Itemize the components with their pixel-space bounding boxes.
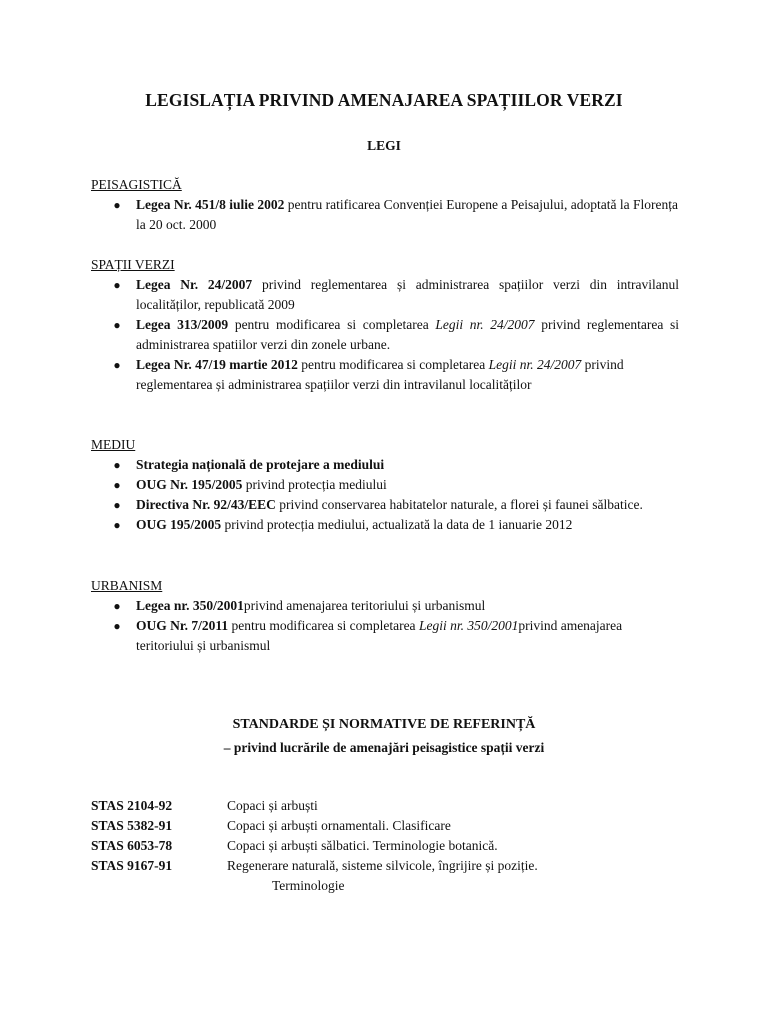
- law-name: Legea nr. 350/2001: [136, 598, 244, 613]
- law-description: privind amenajarea teritoriului și urbanismul: [136, 618, 623, 653]
- law-description: privind reglementarea și administrarea spațiilor verzi din intravilanul localităților: [136, 357, 624, 392]
- law-reference: Legii nr. 350/2001: [418, 618, 519, 633]
- law-name: OUG Nr. 195/2005: [136, 477, 243, 492]
- table-row: [91, 816, 681, 836]
- standards-title: STANDARDE ȘI NORMATIVE DE REFERINȚĂ: [232, 717, 536, 732]
- law-description: privind reglementarea și administrarea spațiilor verzi din intravilanul localităților, republicată 2009: [136, 277, 679, 312]
- bullet-icon: ●: [113, 478, 121, 492]
- law-description: privind protecția mediului: [242, 477, 387, 492]
- bullet-icon: ●: [113, 358, 121, 372]
- stas-continuation: Terminologie: [272, 878, 345, 893]
- table-row: [91, 796, 681, 816]
- stas-code: STAS 5382-91: [91, 818, 173, 833]
- bullet-icon: ●: [113, 518, 121, 532]
- list-item: [91, 315, 679, 355]
- list-item: [91, 475, 679, 495]
- list-item: [91, 455, 679, 475]
- section-mediu: [91, 435, 679, 535]
- bullet-icon: ●: [113, 498, 121, 512]
- law-description: privind reglementarea si administrarea spatiilor verzi din zonele urbane.: [136, 317, 679, 352]
- law-description: privind amenajarea teritoriului și urbanismul: [243, 598, 486, 613]
- law-description: pentru modificarea si completarea: [297, 357, 489, 372]
- table-row: [91, 836, 681, 856]
- bullet-icon: ●: [113, 278, 121, 292]
- law-description: pentru modificarea si completarea: [228, 317, 436, 332]
- stas-code: STAS 6053-78: [91, 838, 173, 853]
- section-peisagistica: [91, 175, 679, 235]
- section-heading: MEDIU: [91, 437, 136, 452]
- list-item: [91, 616, 679, 656]
- law-description: pentru modificarea si completarea: [228, 618, 419, 633]
- law-name: Legea Nr. 47/19 martie 2012: [136, 357, 298, 372]
- list-item: [91, 275, 679, 315]
- section-heading: PEISAGISTICĂ: [91, 177, 182, 192]
- law-reference: Legii nr. 24/2007: [435, 317, 535, 332]
- bullet-icon: ●: [113, 599, 121, 613]
- law-description: privind conservarea habitatelor naturale, a florei și faunei sălbatice.: [275, 497, 643, 512]
- section-heading: URBANISM: [91, 578, 163, 593]
- table-row: [91, 856, 681, 876]
- law-name: Legea Nr. 24/2007: [136, 277, 253, 292]
- law-name: Legea 313/2009: [136, 317, 229, 332]
- law-name: OUG Nr. 7/2011: [136, 618, 229, 633]
- laws-heading: LEGI: [367, 138, 401, 153]
- bullet-icon: ●: [113, 318, 121, 332]
- law-reference: Legii nr. 24/2007: [488, 357, 582, 372]
- law-description: pentru ratificarea Convenției Europene a Peisajului, adoptată la Florența la 20 oct. 2000: [136, 197, 678, 232]
- bullet-icon: ●: [113, 619, 121, 633]
- law-name: Legea Nr. 451/8 iulie 2002: [136, 197, 285, 212]
- stas-description: Copaci și arbuști: [227, 798, 318, 813]
- document-title: LEGISLAȚIA PRIVIND AMENAJAREA SPAȚIILOR VERZI: [145, 90, 623, 110]
- standards-list: [91, 796, 681, 896]
- bullet-icon: ●: [113, 198, 121, 212]
- stas-description: Copaci și arbuști ornamentali. Clasificare: [227, 818, 451, 833]
- law-name: Directiva Nr. 92/43/EEC: [136, 497, 276, 512]
- bullet-icon: ●: [113, 458, 121, 472]
- standards-subtitle: – privind lucrările de amenajări peisagistice spații verzi: [223, 740, 545, 755]
- law-name: Strategia națională de protejare a mediului: [136, 457, 385, 472]
- list-item: [91, 495, 679, 515]
- stas-code: STAS 9167-91: [91, 858, 173, 873]
- section-urbanism: [91, 576, 679, 656]
- stas-description: Regenerare naturală, sisteme silvicole, îngrijire și poziție.: [227, 858, 538, 873]
- law-description: privind protecția mediului, actualizată la data de 1 ianuarie 2012: [221, 517, 573, 532]
- law-name: OUG 195/2005: [136, 517, 222, 532]
- section-heading: SPAȚII VERZI: [91, 257, 175, 272]
- section-spatii-verzi: [91, 255, 679, 395]
- list-item: [91, 515, 679, 535]
- list-item: [91, 195, 679, 235]
- list-item: [91, 596, 679, 616]
- stas-description: Copaci și arbuști sălbatici. Terminologie botanică.: [227, 838, 498, 853]
- stas-code: STAS 2104-92: [91, 798, 173, 813]
- list-item: [91, 355, 679, 395]
